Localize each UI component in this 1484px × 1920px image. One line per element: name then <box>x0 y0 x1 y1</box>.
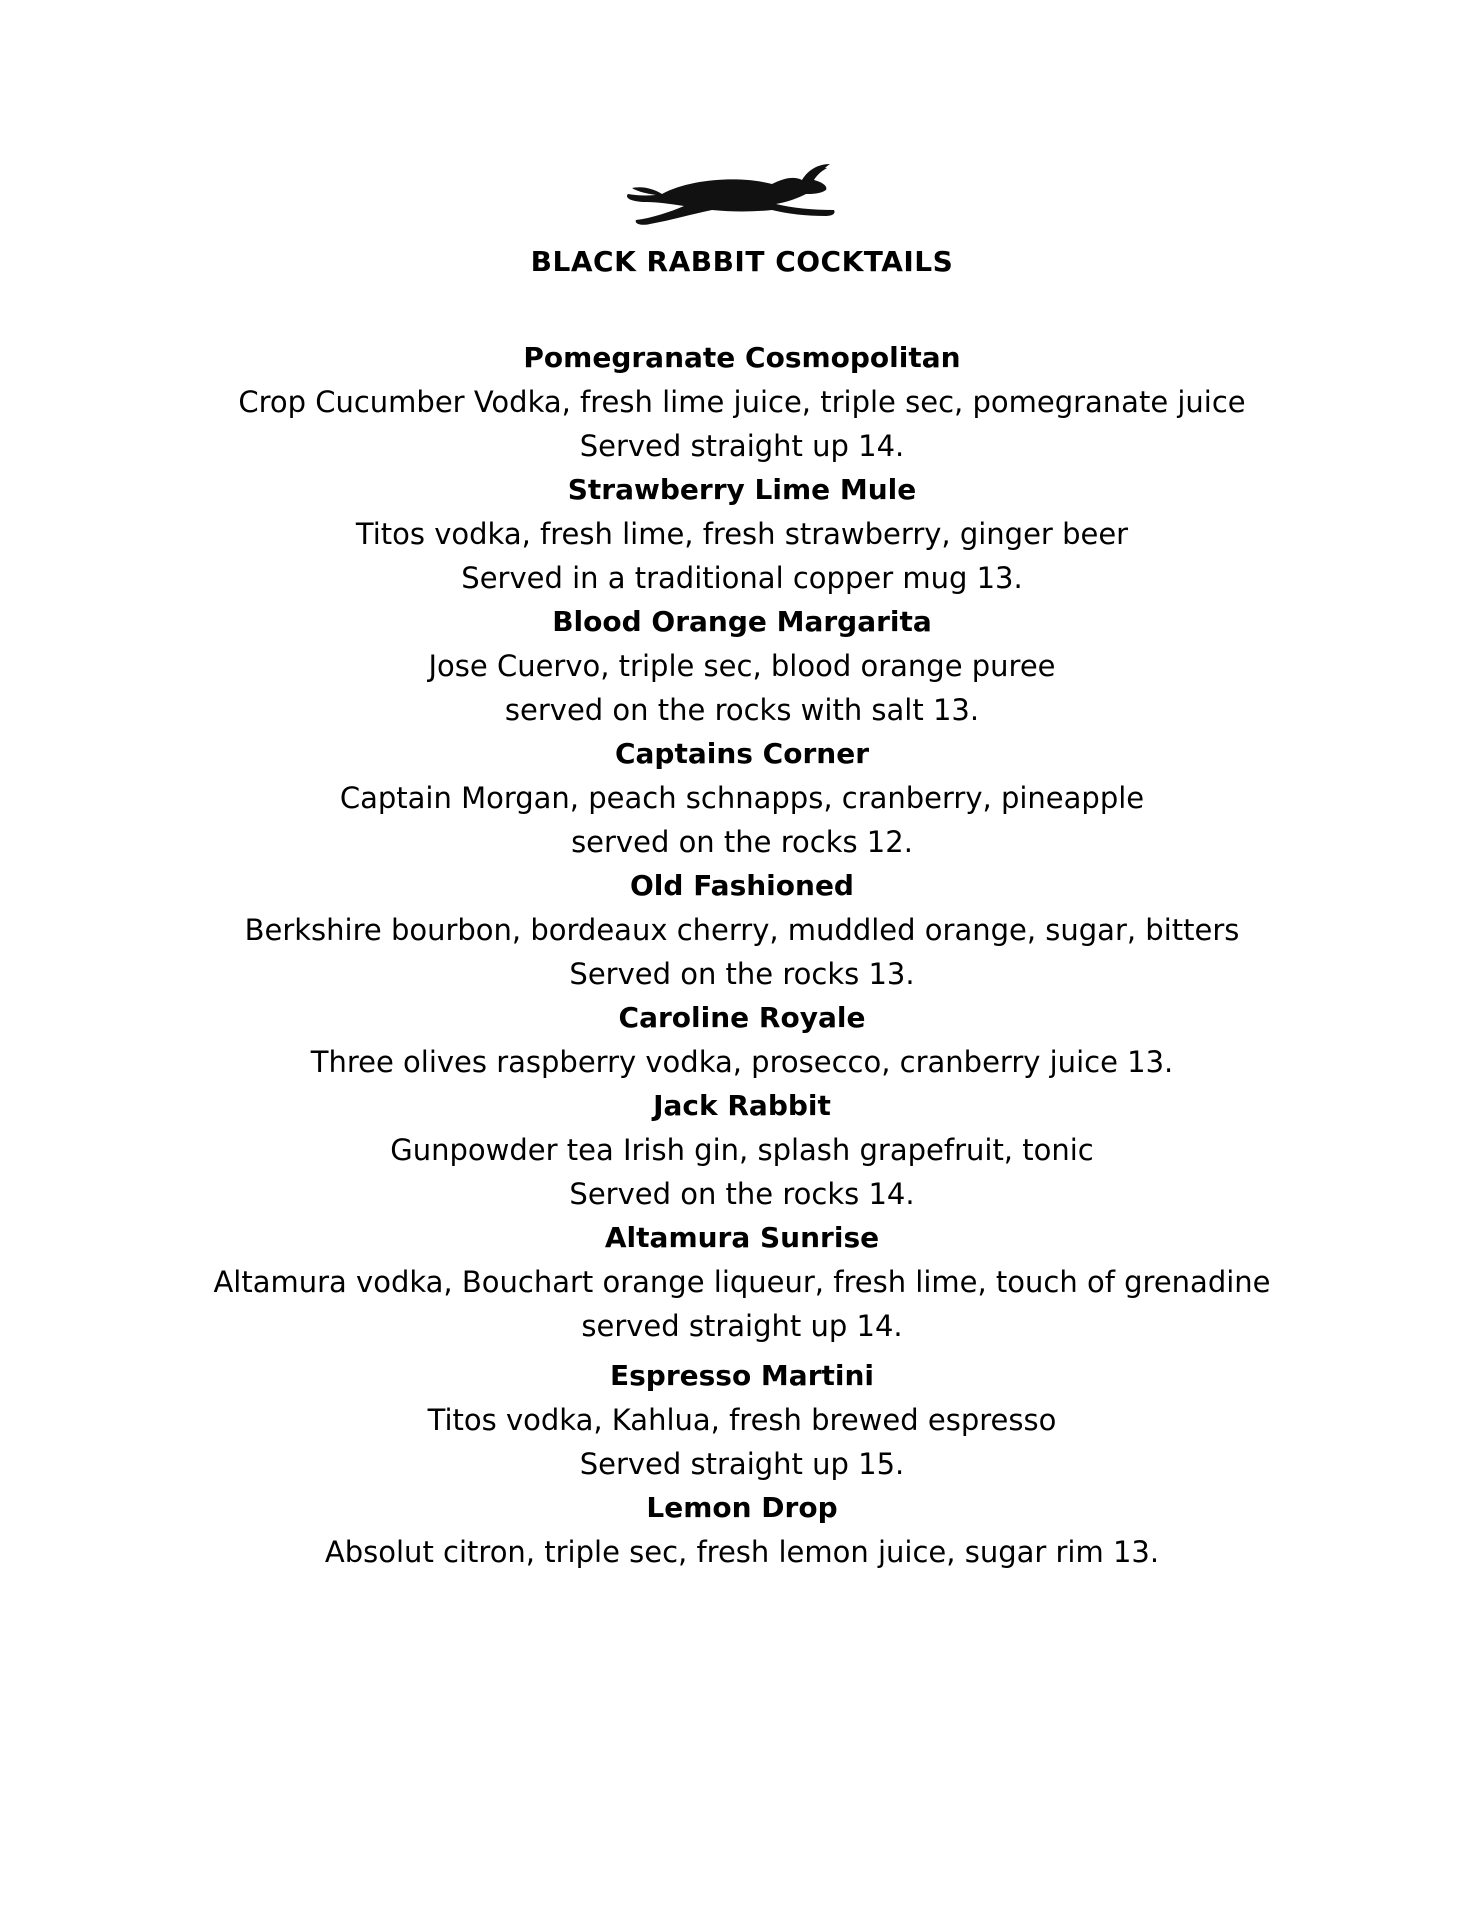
cocktail-name: Lemon Drop <box>646 1491 838 1524</box>
cocktail-name: Old Fashioned <box>630 869 854 902</box>
cocktail-name: Espresso Martini <box>609 1359 875 1392</box>
cocktail-name: Captains Corner <box>614 737 870 770</box>
cocktail-description: Crop Cucumber Vodka, fresh lime juice, triple sec, pomegranate juice <box>238 385 1246 419</box>
cocktail-description: Absolut citron, triple sec, fresh lemon juice, sugar rim 13. <box>324 1535 1160 1569</box>
cocktail-description: Gunpowder tea Irish gin, splash grapefruit, tonic <box>390 1133 1094 1167</box>
cocktail-name: Pomegranate Cosmopolitan <box>523 341 961 374</box>
cocktail-serving-price: served on the rocks 12. <box>571 825 913 859</box>
cocktail-description: Captain Morgan, peach schnapps, cranberry, pineapple <box>339 781 1145 815</box>
cocktail-name: Strawberry Lime Mule <box>567 473 917 506</box>
cocktail-serving-price: Served on the rocks 14. <box>569 1177 915 1211</box>
cocktail-serving-price: Served straight up 15. <box>579 1447 905 1481</box>
cocktail-name: Altamura Sunrise <box>604 1221 880 1254</box>
cocktail-serving-price: Served on the rocks 13. <box>569 957 915 991</box>
cocktail-description: Titos vodka, Kahlua, fresh brewed espresso <box>427 1403 1057 1437</box>
cocktail-description: Berkshire bourbon, bordeaux cherry, muddled orange, sugar, bitters <box>244 913 1240 947</box>
cocktail-name: Caroline Royale <box>618 1001 866 1034</box>
cocktail-description: Altamura vodka, Bouchart orange liqueur, fresh lime, touch of grenadine <box>213 1265 1271 1299</box>
cocktail-serving-price: Served straight up 14. <box>579 429 905 463</box>
cocktail-serving-price: Served in a traditional copper mug 13. <box>461 561 1023 595</box>
cocktail-serving-price: served straight up 14. <box>581 1309 903 1343</box>
cocktail-description: Jose Cuervo, triple sec, blood orange puree <box>428 649 1056 683</box>
menu-title: BLACK RABBIT COCKTAILS <box>530 245 954 278</box>
cocktail-serving-price: served on the rocks with salt 13. <box>504 693 980 727</box>
cocktail-name: Blood Orange Margarita <box>552 605 932 638</box>
cocktail-description: Titos vodka, fresh lime, fresh strawberry, ginger beer <box>355 517 1129 551</box>
running-rabbit-icon <box>622 164 852 230</box>
cocktail-name: Jack Rabbit <box>653 1089 831 1122</box>
cocktail-description: Three olives raspberry vodka, prosecco, cranberry juice 13. <box>310 1045 1174 1079</box>
